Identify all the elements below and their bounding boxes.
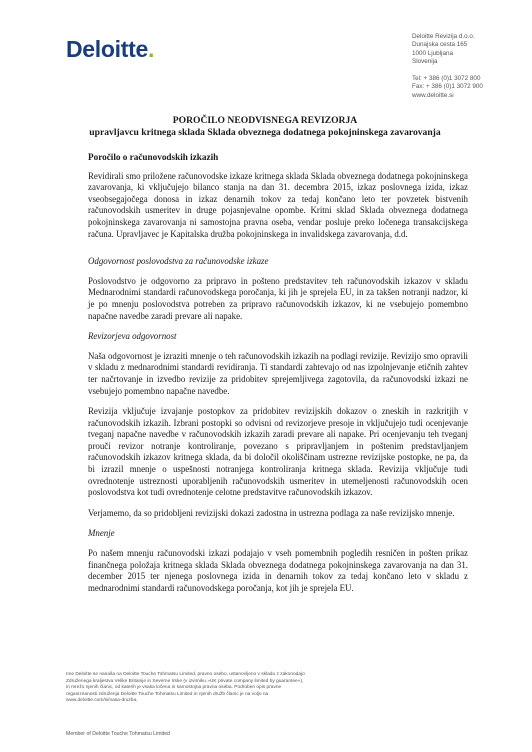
section-heading-opinion: Mnenje xyxy=(88,528,115,539)
logo-wordmark: Deloitte xyxy=(66,36,148,62)
paragraph-scope: Revidirali smo priložene računovodske izkaze kritnega sklada Sklada obveznega dodatnega pokojninskega zavarovanja, ki vključujejo bilanco stanja na dan 31. decembra 2015, izkaz poslovnega izida, izkaz vseobsegajočega donosa in izkaz denarnih tokov za tedaj končano leto ter povzetek bistvenih računovodskih usmeritev in druge pojasnjevalne opombe. Kritni sklad Sklada obveznega dodatnega pokojninskega zavarovanja ni samostojna pravna oseba, vendar posluje preko ločenega transakcijskega računa. Upravljavec je Kapitalska družba pokojninskega in invalidskega zavarovanja, d.d. xyxy=(88,170,468,239)
report-title-main: POROČILO NEODVISNEGA REVIZORJA xyxy=(172,115,358,126)
logo-dot: . xyxy=(147,36,155,62)
address-line: Dunajska cesta 165 xyxy=(412,41,468,49)
report-title-recipient: upravljavcu kritnega sklada Sklada obveznega dodatnega pokojninskega zavarovanja xyxy=(89,126,441,138)
contact-fax: Fax: + 386 (0)1 3072 900 xyxy=(412,83,483,91)
paragraph-management-responsibility: Poslovodstvo je odgovorno za pripravo in pošteno predstavitev teh računovodskih izkazov v skladu Mednarodnimi standardi računovodskega poročanja, ki jih je sprejela EU, in za takšen notranji nadzor, ki je po mnenju poslovodstva potreben za pripravo računovodskih izkazov, ki ne vsebujejo pomembno napačne navedbe zaradi prevare ali napake. xyxy=(88,275,468,321)
address-line: 1000 Ljubljana xyxy=(412,49,453,57)
contact-phone: Tel: + 386 (0)1 3072 800 xyxy=(412,75,481,83)
address-line: Slovenija xyxy=(412,57,438,65)
section-heading-auditor: Revizorjeva odgovornost xyxy=(88,331,177,342)
footer-member-line: Member of Deloitte Touche Tohmatsu Limited xyxy=(66,731,170,737)
company-address-block xyxy=(412,33,522,100)
contact-website[interactable]: www.deloitte.si xyxy=(412,91,454,99)
paragraph-opinion: Po našem mnenju računovodski izkazi podajajo v vseh pomembnih pogledih resničen in pošten prikaz finančnega položaja kritnega sklada Sklada obveznega dodatnega pokojninskega zavarovanja na dan 31. december 2015 ter njenega poslovnega izida in denarnih tokov za tedaj končano leto v skladu z mednarodnimi standardi računovodskega poročanja, kot jih je sprejela EU. xyxy=(88,548,468,593)
paragraph-auditor-responsibility: Naša odgovornost je izraziti mnenje o teh računovodskih izkazih na podlagi revizije. Revizijo smo opravili v skladu z mednarodnimi standardi revidiranja. Ti standardi zahtevajo od nas izpolnjevanje etičnih zahtev ter načrtovanje in izvedbo revizije za pridobitev sprejemljivega zagotovila, da računovodski izkazi ne vsebujejo pomembno napačne navedbe. xyxy=(88,350,468,396)
deloitte-logo xyxy=(66,36,154,63)
section-heading-management: Odgovornost poslovodstva za računovodske izkaze xyxy=(88,256,269,267)
paragraph-audit-procedures: Revizija vključuje izvajanje postopkov za pridobitev revizijskih dokazov o zneskih in razkritjih v računovodskih izkazih. Izbrani postopki so odvisni od revizorjeve presoje in vključujejo tudi ocenjevanje tveganj napačne navedbe v računovodskih izkazih zaradi prevare ali napake. Pri ocenjevanju teh tveganj prouči revizor notranje kontroliranje, povezano s pripravljanjem in poštenim predstavljanjem računovodskih izkazov kritnega sklada, da bi določil okoliščinam ustrezne revizijske postopke, ne pa, da bi izrazil mnenje o uspešnosti notranjega kontroliranja kritnega sklada. Revizija vključuje tudi ovrednotenje ustreznosti uporabljenih računovodskih usmeritev in utemeljenosti računovodskih ocen poslovodstva kot tudi ovrednotenje celotne predstavitve računovodskih izkazov. xyxy=(88,406,468,498)
address-line: Deloitte Revizija d.o.o. xyxy=(412,33,475,40)
footer-legal-notice: Ime Deloitte se nanaša na Deloitte Touche Tohmatsu Limited, pravno osebo, ustanovljeno v skladu z zakonodajo Združenega kraljestva Velike Britanije in Severne Irske (v izvirniku »UK private company limited by guarantee«), in mrežo njenih članic, od katerih je vsaka ločena in samostojna pravna oseba. Podroben opis pravne organiziranosti združenja Deloitte Touche Tohmatsu Limited in njenih družb članic je na voljo na www.deloitte.com/si/nasa-druzba. xyxy=(66,672,305,704)
paragraph-audit-evidence: Verjamemo, da so pridobljeni revizijski dokazi zadostna in ustrezna podlaga za naše revizijsko mnenje. xyxy=(88,507,455,518)
section-heading-report: Poročilo o računovodskih izkazih xyxy=(88,152,219,162)
report-body xyxy=(88,152,468,603)
report-title xyxy=(60,115,470,138)
